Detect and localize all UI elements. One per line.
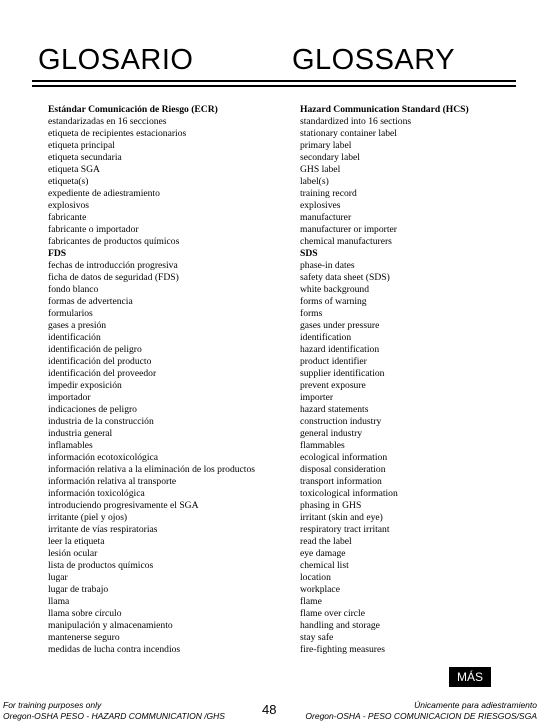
- english-term: manufacturer or importer: [300, 224, 397, 235]
- english-term: chemical manufacturers: [300, 236, 392, 247]
- spanish-term: ficha de datos de seguridad (FDS): [48, 272, 179, 283]
- english-term: explosives: [300, 200, 341, 211]
- spanish-term: etiqueta(s): [48, 176, 89, 187]
- spanish-term: inflamables: [48, 440, 93, 451]
- spanish-term: expediente de adiestramiento: [48, 188, 160, 199]
- spanish-term: identificación del producto: [48, 356, 152, 367]
- english-term: supplier identification: [300, 368, 385, 379]
- spanish-term: información toxicológica: [48, 488, 145, 499]
- english-term: training record: [300, 188, 357, 199]
- english-term: importer: [300, 392, 334, 403]
- spanish-term: fechas de introducción progresiva: [48, 260, 178, 271]
- header-divider-bottom: [32, 85, 516, 87]
- spanish-term: industria de la construcción: [48, 416, 154, 427]
- page-number: 48: [262, 702, 277, 717]
- spanish-term: llama: [48, 596, 70, 607]
- english-term: hazard identification: [300, 344, 380, 355]
- english-term: Hazard Communication Standard (HCS): [300, 104, 469, 115]
- english-term: prevent exposure: [300, 380, 366, 391]
- english-term: forms of warning: [300, 296, 367, 307]
- spanish-term: información relativa a la eliminación de los productos: [48, 464, 255, 475]
- spanish-term: lugar: [48, 572, 68, 583]
- english-term: handling and storage: [300, 620, 380, 631]
- english-term: identification: [300, 332, 352, 343]
- english-term: forms: [300, 308, 323, 319]
- spanish-term: estandarizadas en 16 secciones: [48, 116, 167, 127]
- english-term: ecological information: [300, 452, 388, 463]
- spanish-term: identificación del proveedor: [48, 368, 157, 379]
- english-term: primary label: [300, 140, 352, 151]
- english-term: toxicological information: [300, 488, 398, 499]
- header-divider-top: [32, 80, 516, 82]
- spanish-term: etiqueta de recipientes estacionarios: [48, 128, 187, 139]
- spanish-term: industria general: [48, 428, 113, 439]
- english-term: flame: [300, 596, 322, 607]
- english-term: standardized into 16 sections: [300, 116, 412, 127]
- spanish-term-list: [48, 104, 288, 656]
- english-term: safety data sheet (SDS): [300, 272, 390, 283]
- spanish-term: Estándar Comunicación de Riesgo (ECR): [48, 104, 218, 115]
- spanish-title: GLOSARIO: [38, 44, 194, 76]
- spanish-term: información relativa al transporte: [48, 476, 177, 487]
- english-term: manufacturer: [300, 212, 352, 223]
- english-term: white background: [300, 284, 370, 295]
- spanish-term: impedir exposición: [48, 380, 122, 391]
- english-term-list: [300, 104, 520, 656]
- english-term: read the label: [300, 536, 352, 547]
- english-term: secondary label: [300, 152, 360, 163]
- spanish-term: manipulación y almacenamiento: [48, 620, 173, 631]
- english-term: stay safe: [300, 632, 334, 643]
- spanish-term: etiqueta principal: [48, 140, 115, 151]
- english-term: transport information: [300, 476, 382, 487]
- english-term: disposal consideration: [300, 464, 386, 475]
- spanish-term: formas de advertencia: [48, 296, 133, 307]
- spanish-term: fondo blanco: [48, 284, 99, 295]
- english-term: phasing in GHS: [300, 500, 362, 511]
- spanish-term: introduciendo progresivamente el SGA: [48, 500, 199, 511]
- english-term: label(s): [300, 176, 329, 187]
- spanish-term: etiqueta secundaria: [48, 152, 122, 163]
- english-title: GLOSSARY: [292, 44, 456, 76]
- spanish-term: etiqueta SGA: [48, 164, 100, 175]
- english-term: eye damage: [300, 548, 346, 559]
- footer-course-title-es: Oregon-OSHA - PESO COMUNICACION DE RIESGOS/SGA: [305, 711, 537, 721]
- footer-training-note: For training purposes only: [3, 700, 102, 710]
- english-term: fire-fighting measures: [300, 644, 385, 655]
- english-term: location: [300, 572, 331, 583]
- english-term: workplace: [300, 584, 340, 595]
- english-term: hazard statements: [300, 404, 369, 415]
- spanish-term: lesión ocular: [48, 548, 98, 559]
- spanish-term: importador: [48, 392, 91, 403]
- english-term: respiratory tract irritant: [300, 524, 390, 535]
- spanish-term: irritante de vías respiratorias: [48, 524, 158, 535]
- spanish-term: llama sobre círculo: [48, 608, 122, 619]
- spanish-term: medidas de lucha contra incendios: [48, 644, 181, 655]
- spanish-term: gases a presión: [48, 320, 107, 331]
- spanish-term: indicaciones de peligro: [48, 404, 137, 415]
- spanish-term: leer la etiqueta: [48, 536, 105, 547]
- spanish-term: explosivos: [48, 200, 90, 211]
- spanish-term: lista de productos químicos: [48, 560, 154, 571]
- english-term: flame over circle: [300, 608, 365, 619]
- english-term: gases under pressure: [300, 320, 380, 331]
- english-term: SDS: [300, 248, 318, 259]
- spanish-term: identificación: [48, 332, 101, 343]
- spanish-term: FDS: [48, 248, 67, 259]
- spanish-term: fabricantes de productos químicos: [48, 236, 180, 247]
- spanish-term: información ecotoxicológica: [48, 452, 159, 463]
- spanish-term: fabricante: [48, 212, 87, 223]
- english-term: stationary container label: [300, 128, 397, 139]
- footer-course-title: Oregon-OSHA PESO - HAZARD COMMUNICATION /GHS: [3, 711, 225, 721]
- spanish-term: formularios: [48, 308, 93, 319]
- english-term: flammables: [300, 440, 345, 451]
- english-term: phase-in dates: [300, 260, 355, 271]
- spanish-term: identificación de peligro: [48, 344, 142, 355]
- english-term: GHS label: [300, 164, 341, 175]
- spanish-term: lugar de trabajo: [48, 584, 109, 595]
- english-term: irritant (skin and eye): [300, 512, 383, 523]
- more-button[interactable]: MÁS: [449, 667, 491, 687]
- spanish-term: fabricante o importador: [48, 224, 139, 235]
- english-term: product identifier: [300, 356, 367, 367]
- english-term: general industry: [300, 428, 363, 439]
- spanish-term: mantenerse seguro: [48, 632, 120, 643]
- english-term: construction industry: [300, 416, 382, 427]
- english-term: chemical list: [300, 560, 349, 571]
- spanish-term: irritante (piel y ojos): [48, 512, 128, 523]
- footer-training-note-es: Únicamente para adiestramiento: [414, 700, 537, 710]
